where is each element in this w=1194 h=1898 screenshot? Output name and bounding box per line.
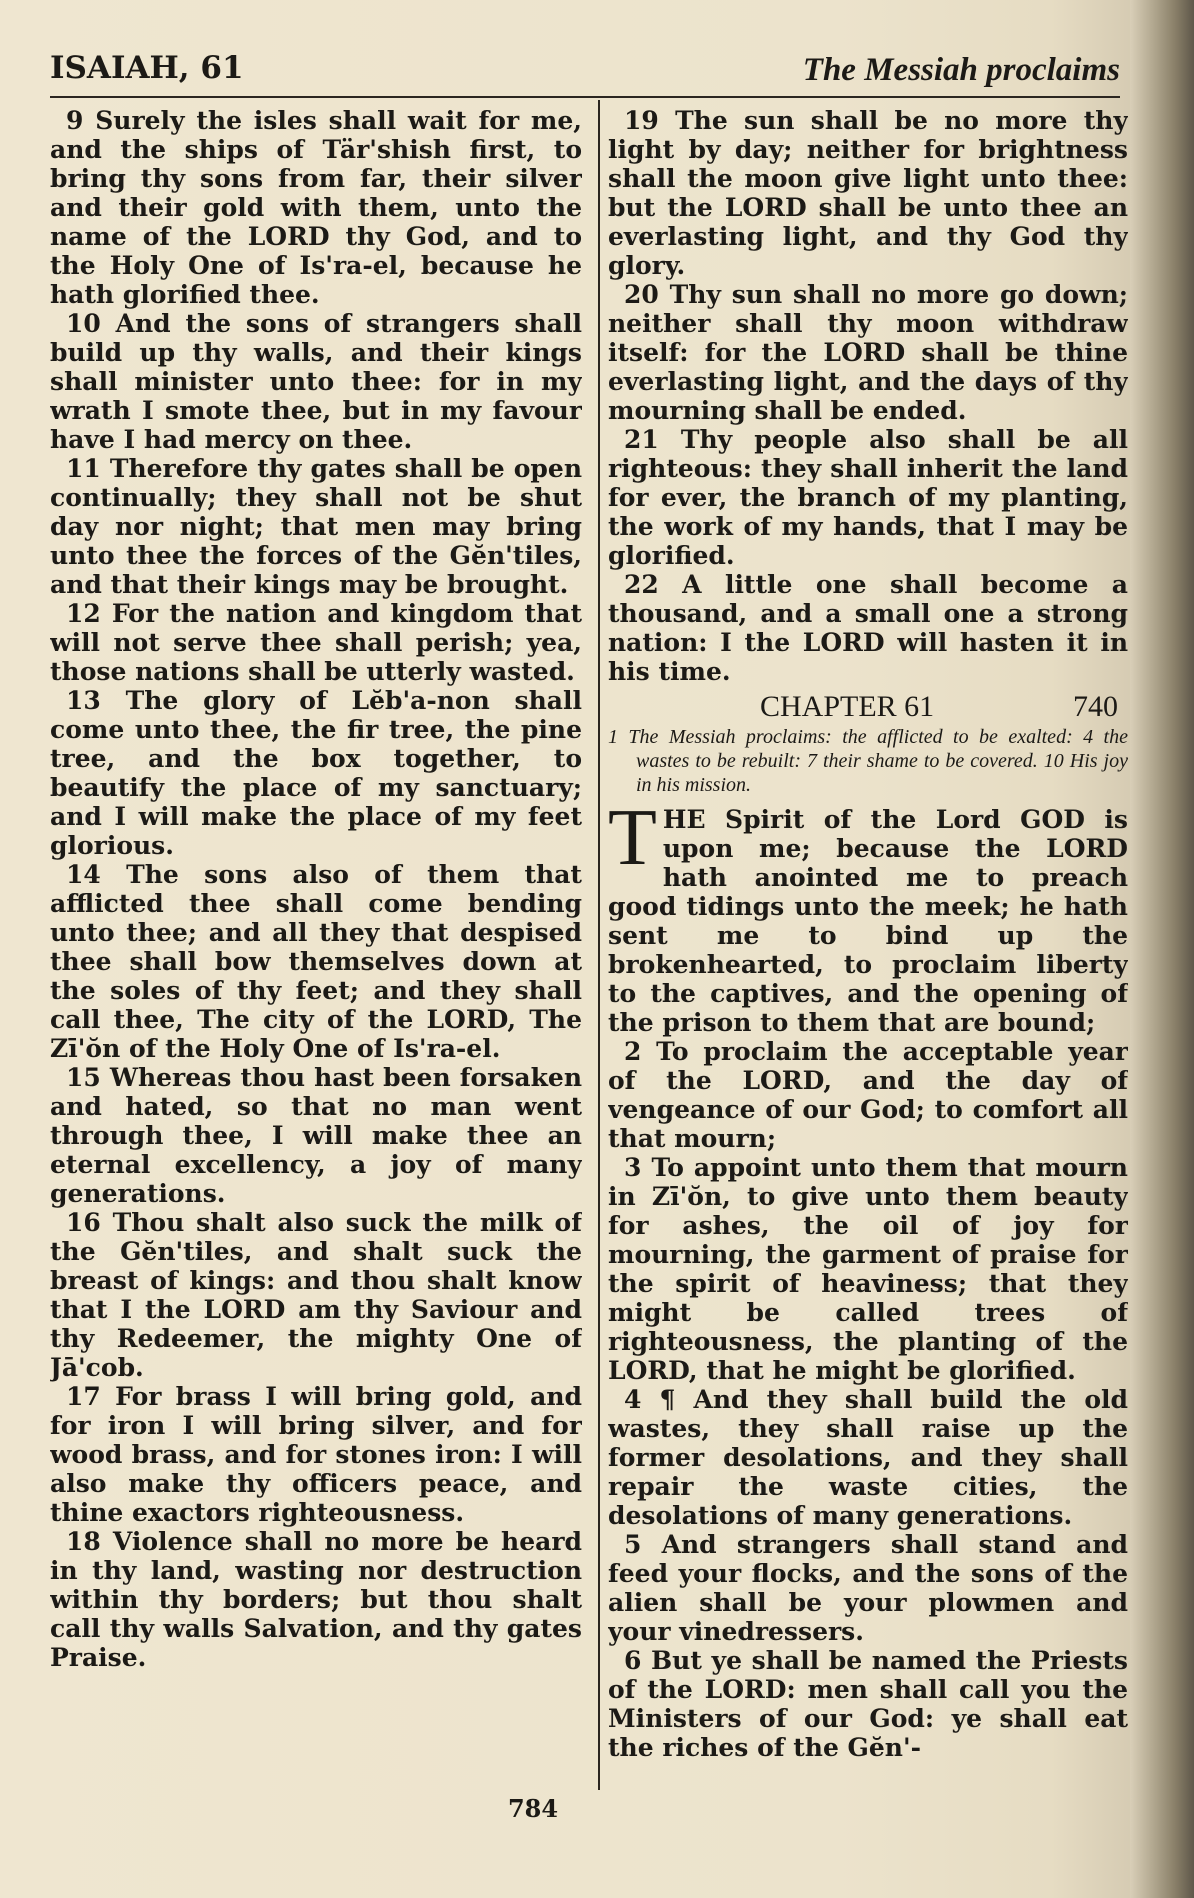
book-chapter-heading: ISAIAH, 61: [50, 50, 244, 86]
verse-5: 5 And strangers shall stand and feed your flocks, and the sons of the alien shall be your plowmen and your vinedressers.: [608, 1530, 1128, 1646]
running-title: The Messiah proclaims: [802, 52, 1120, 88]
verse-13: 13 The glory of Lĕb'a-non shall come unto thee, the fir tree, the pine tree, and the box together, to beautify the place of my sanctuary; and I will make the place of my feet glorious.: [50, 686, 582, 860]
verse-22: 22 A little one shall become a thousand, and a small one a strong nation: I the LORD will hasten it in his time.: [608, 570, 1128, 686]
verse-1-text: HE Spirit of the Lord GOD is upon me; because the LORD hath anointed me to preach good tidings unto the meek; he hath sent me to bind up the brokenhearted, to proclaim liberty to the captives, and the opening of the prison to them that are bound;: [608, 805, 1128, 1037]
column-divider: [598, 100, 600, 1790]
chapter-ref-number: 740: [1073, 690, 1118, 723]
verse-4: 4 ¶ And they shall build the old wastes, they shall raise up the former desolations, and they shall repair the waste cities, the desolations of many generations.: [608, 1385, 1128, 1530]
book-gutter: [1130, 0, 1194, 1898]
verse-18: 18 Violence shall no more be heard in thy land, wasting nor destruction within thy borders; but thou shalt call thy walls Salvation, and thy gates Praise.: [50, 1527, 582, 1672]
verse-2: 2 To proclaim the acceptable year of the LORD, and the day of vengeance of our God; to comfort all that mourn;: [608, 1037, 1128, 1153]
verse-17: 17 For brass I will bring gold, and for iron I will bring silver, and for wood brass, and for stones iron: I will also make thy officers peace, and thine exactors righteousness.: [50, 1382, 582, 1527]
verse-20: 20 Thy sun shall no more go down; neither shall thy moon withdraw itself: for the LORD shall be thine everlasting light, and the days of thy mourning shall be ended.: [608, 280, 1128, 425]
chapter-title: CHAPTER 61: [760, 690, 935, 723]
verse-3: 3 To appoint unto them that mourn in Zī'ŏn, to give unto them beauty for ashes, the oil of joy for mourning, the garment of praise for the spirit of heaviness; that they might be called trees of righteousness, the planting of the LORD, that he might be glorified.: [608, 1153, 1128, 1385]
left-column: [50, 106, 582, 1796]
verse-19: 19 The sun shall be no more thy light by day; neither for brightness shall the moon give light unto thee: but the LORD shall be unto thee an everlasting light, and thy God thy glory.: [608, 106, 1128, 280]
verse-1: [608, 794, 1128, 1037]
header-rule: [50, 96, 1120, 98]
chapter-summary: [608, 725, 1128, 797]
running-header: [50, 50, 1120, 98]
chapter-summary-text: 1 The Messiah proclaims: the afflicted to be exalted: 4 the wastes to be rebuilt: 7 their shame to be covered. 10 His joy in his mission.: [608, 726, 1128, 796]
verse-15: 15 Whereas thou hast been forsaken and hated, so that no man went through thee, I will make thee an eternal excellency, a joy of many generations.: [50, 1063, 582, 1208]
page-footer: [0, 1794, 1194, 1823]
verse-12: 12 For the nation and kingdom that will not serve thee shall perish; yea, those nations shall be utterly wasted.: [50, 599, 582, 686]
chapter-heading: [608, 692, 1128, 721]
right-column: [608, 106, 1128, 1796]
drop-cap: T: [608, 794, 657, 882]
verse-21: 21 Thy people also shall be all righteous: they shall inherit the land for ever, the branch of my planting, the work of my hands, that I may be glorified.: [608, 425, 1128, 570]
verse-16: 16 Thou shalt also suck the milk of the Gĕn'tiles, and shalt suck the breast of kings: and thou shalt know that I the LORD am thy Saviour and thy Redeemer, the mighty One of Jā'cob.: [50, 1208, 582, 1382]
verse-14: 14 The sons also of them that afflicted thee shall come bending unto thee; and all they that despised thee shall bow themselves down at the soles of thy feet; and they shall call thee, The city of the LORD, The Zī'ŏn of the Holy One of Is'ra-el.: [50, 860, 582, 1063]
verse-6: 6 But ye shall be named the Priests of the LORD: men shall call you the Ministers of our God: ye shall eat the riches of the Gĕn'-: [608, 1646, 1128, 1762]
page-number: 784: [507, 1794, 559, 1823]
verse-9: 9 Surely the isles shall wait for me, and the ships of Tär'shish first, to bring thy sons from far, their silver and their gold with them, unto the name of the LORD thy God, and to the Holy One of Is'ra-el, because he hath glorified thee.: [50, 106, 582, 309]
verse-10: 10 And the sons of strangers shall build up thy walls, and their kings shall minister unto thee: for in my wrath I smote thee, but in my favour have I had mercy on thee.: [50, 309, 582, 454]
verse-11: 11 Therefore thy gates shall be open continually; they shall not be shut day nor night; that men may bring unto thee the forces of the Gĕn'tiles, and that their kings may be brought.: [50, 454, 582, 599]
